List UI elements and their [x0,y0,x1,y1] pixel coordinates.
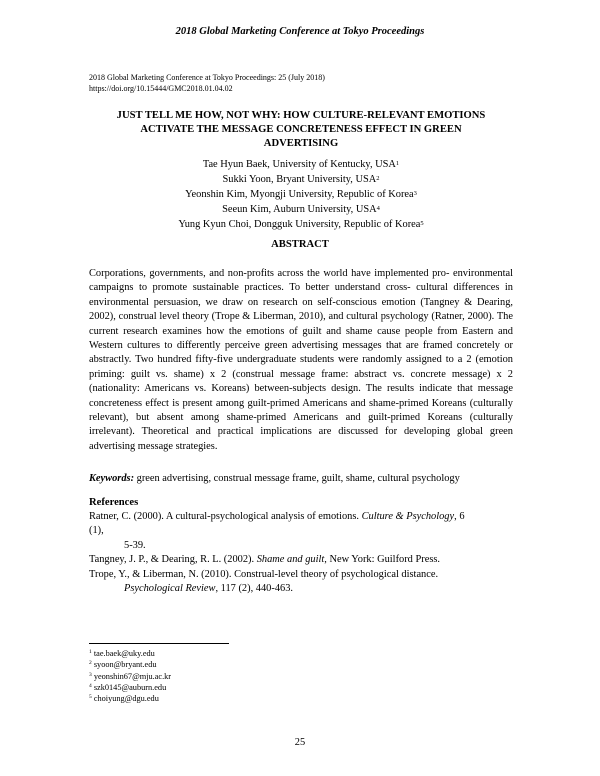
abstract-heading: ABSTRACT [271,239,329,250]
author-affiliation: Tae Hyun Baek, University of Kentucky, USA [202,159,396,170]
author-line [89,157,513,172]
author-list [89,157,513,232]
author-line [89,217,513,232]
reference-text: Tangney, J. P., & Dearing, R. L. (2002). [89,554,257,566]
footnote-email: yeonshin67@mju.ac.kr [93,671,172,681]
reference-entry [89,510,519,524]
footnote-number: 1 [89,649,92,655]
keywords-text: green advertising, construal message frame, guilt, shame, cultural psychology [134,473,460,484]
footnote-number: 5 [89,694,92,701]
footnote [89,659,171,670]
reference-continuation: 5-39. [124,539,146,551]
reference-continuation: (1), [89,525,104,537]
abstract-text: (construal message frame: abstract vs. concrete message) x 2 (nationality: Americans vs. [89,368,513,395]
keywords-label: Keywords: [89,473,135,484]
abstract-text: and shame cause people from Eastern and Western cultures to differently perceive green [89,325,513,352]
abstract-text: present among guilt-primed Americans and shame-primed Koreans (culturally relevant), but [89,397,513,424]
footnote-number: 2 [89,660,92,667]
reference-text: , 117 (2), 440-463. [215,583,294,595]
footnote-email: choiyung@dgu.edu [93,694,159,704]
abstract-text: cultural differences in environmental persuasion, we draw on research on self-conscious [89,282,513,308]
reference-list [89,510,519,596]
abstract-text: Corporations, governments, and non-profits across the world have implemented pro- [89,268,450,279]
paper-title [89,109,513,151]
page-number: 25 [294,737,306,748]
author-line [89,202,513,217]
reference-book: Shame and guilt [256,554,325,566]
abstract-text: absent among shame-primed Americans and guilt-primed Koreans (culturally irrelevant). [89,412,513,438]
footnote-mark: 1 [395,160,400,167]
footnote-mark: 5 [420,220,424,227]
reference-text: Ratner, C. (2000). A cultural-psychological analysis of emotions. [89,511,362,522]
footnote [89,671,171,682]
footnote-number: 4 [89,682,92,689]
footnote-number: 3 [89,671,92,678]
citation-line: 2018 Global Marketing Conference at Tokyo Proceedings: 25 (July 2018) [89,73,325,82]
author-affiliation: Yeonshin Kim, Myongji University, Republic of Korea [185,189,414,200]
abstract-text: message strategies. [137,440,218,452]
footnote-mark: 4 [376,205,380,212]
footnote [89,682,171,693]
abstract-text: advertising messages that are framed concretely or abstractly. Two hundred fifty-five [89,340,513,366]
citation-block [89,72,325,94]
title-line: ADVERTISING [263,138,339,149]
author-line [89,172,513,187]
doi-line: https://doi.org/10.15444/GMC2018.01.04.02 [89,84,233,93]
abstract-text: environmental campaigns to promote sustainable practices. To better understand cross- [89,268,513,294]
reference-text: , New York: Guilford Press. [324,554,441,566]
author-line [89,187,513,202]
footnote-email: tae.baek@uky.edu [93,649,155,658]
footnote-mark: 3 [413,190,417,197]
reference-entry [89,553,519,567]
abstract-text: undergraduate students were randomly assigned to a 2 (emotion priming: guilt vs. shame) x 2 [89,354,513,380]
footnote [89,648,171,659]
footnote-email: szk0145@auburn.edu [93,682,167,692]
reference-text: , 6 [454,511,465,522]
footnote-mark: 2 [376,175,380,182]
footnote-divider [89,643,229,644]
reference-journal: Culture & Psychology [361,511,455,522]
abstract-text: emotion (Tangney & Dearing, 2002), construal level theory (Trope & Liberman, 2010), and [89,296,514,323]
footnote-list [89,648,171,704]
keywords-line [89,473,519,484]
running-head: 2018 Global Marketing Conference at Tokyo Proceedings [175,26,425,37]
abstract-body [89,267,513,454]
footnote [89,693,171,704]
author-affiliation: Sukki Yoon, Bryant University, USA [222,174,377,185]
title-line: JUST TELL ME HOW, NOT WHY: HOW CULTURE-RELEVANT EMOTIONS [116,110,486,121]
footnote-email: syoon@bryant.edu [93,660,157,670]
title-line: ACTIVATE THE MESSAGE CONCRETENESS EFFECT IN GREEN [140,124,462,135]
reference-continuation [89,582,519,596]
reference-journal: Psychological Review [124,583,216,595]
abstract-text: cultural psychology (Ratner, 2000). The current research examines how the emotions of guilt [89,311,513,337]
author-affiliation: Seeun Kim, Auburn University, USA [222,204,377,215]
reference-entry: Trope, Y., & Liberman, N. (2010). Construal-level theory of psychological distance. [89,568,439,580]
abstract-text: Koreans) between-subjects design. The results indicate that message concreteness effect is [89,383,513,409]
author-affiliation: Yung Kyun Choi, Dongguk University, Republic of Korea [178,219,421,230]
abstract-text: Theoretical and practical implications are discussed for developing global green advertising [89,426,513,452]
references-heading: References [89,497,139,508]
